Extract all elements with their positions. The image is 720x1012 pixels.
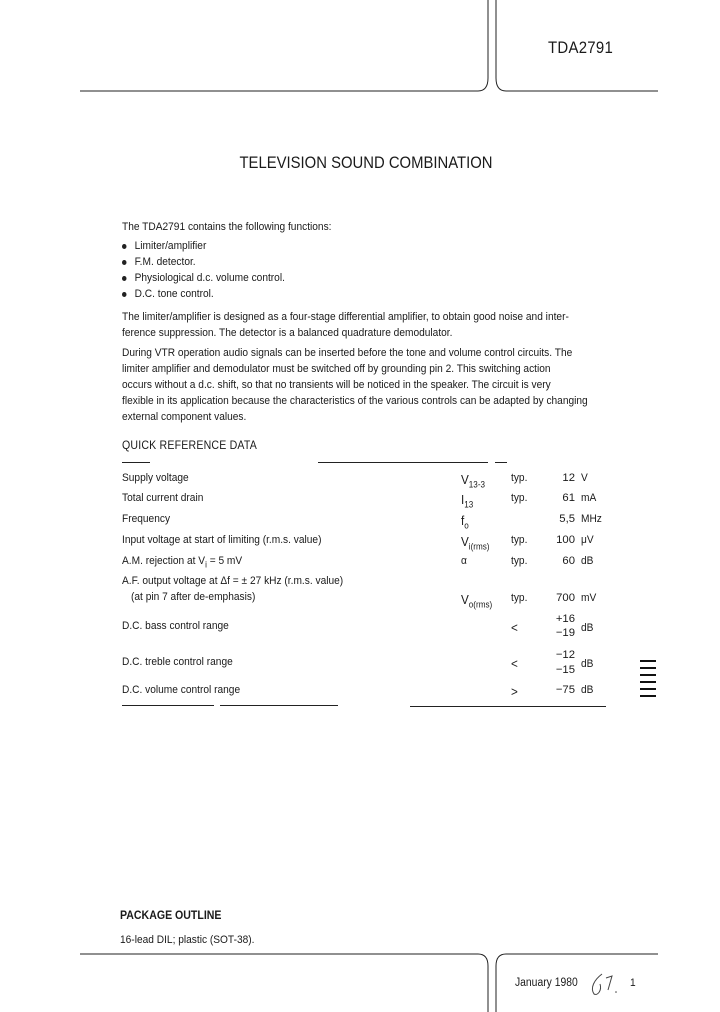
revision-marks <box>640 660 656 702</box>
table-row-unit: MHz <box>581 513 602 525</box>
paragraph-2: During VTR operation audio signals can be inserted before the tone and volume control circuits. The limiter amplifier and demodulator must be switched off by grounding pin 2. This switching action occurs without a d.c. shift, so that no transients will be noticed in the speaker. The circuit is very flexible in its application because the characteristics of the various controls can be adapted by changing external component values. <box>122 347 588 423</box>
table-row-cond: > <box>511 684 518 699</box>
table-row-cond: typ. <box>511 592 528 604</box>
divider <box>318 462 488 463</box>
table-row-symbol: $V_{i(rms)}$ <box>461 534 490 552</box>
table-row-symbol: $f_o$ <box>461 513 469 531</box>
table-row-symbol: $V_{o(rms)}$ <box>461 592 493 610</box>
divider <box>220 705 338 706</box>
table-row-param: A.M. rejection at $V_i = 5$ mV <box>122 555 243 570</box>
list-item: Limiter/amplifier <box>122 238 285 254</box>
table-row-param: Total current drain <box>122 492 204 504</box>
table-row-param-note: (at pin 7 after de-emphasis) <box>131 591 256 603</box>
table-row-unit: dB <box>581 658 594 670</box>
table-row-value: 100 <box>556 534 575 546</box>
table-row-cond: typ. <box>511 534 528 546</box>
table-row-cond: typ. <box>511 492 528 504</box>
footer-date: January 1980 <box>515 977 578 989</box>
handwritten-mark <box>588 970 624 998</box>
list-item: D.C. tone control. <box>122 286 285 302</box>
table-row-value: 700 <box>556 592 575 604</box>
divider <box>495 462 507 463</box>
table-row-value: −75 <box>555 684 575 696</box>
table-row-unit: dB <box>581 555 594 567</box>
divider <box>410 706 606 707</box>
list-item: F.M. detector. <box>122 254 285 270</box>
divider <box>122 462 150 463</box>
section-heading-package-outline: PACKAGE OUTLINE <box>120 910 222 922</box>
table-row-value: 5,5 <box>559 513 575 525</box>
intro-text: The TDA2791 contains the following functions: <box>122 221 332 233</box>
table-row-value-top: −12 <box>555 649 575 661</box>
bullet-icon <box>122 260 127 265</box>
table-row-cond: < <box>511 656 518 671</box>
table-row-unit: mA <box>581 492 597 504</box>
table-row-cond: < <box>511 620 518 635</box>
table-row-cond: typ. <box>511 472 528 484</box>
table-row-value: 12 <box>562 472 575 484</box>
divider <box>122 705 214 706</box>
table-row-param: Frequency <box>122 513 171 525</box>
list-item: Physiological d.c. volume control. <box>122 270 285 286</box>
table-row-param: D.C. treble control range <box>122 656 233 668</box>
table-row-unit: dB <box>581 622 594 634</box>
table-row-unit: μV <box>581 534 594 546</box>
table-row-value-top: +16 <box>555 613 575 625</box>
table-row-value-bottom: −19 <box>555 627 575 639</box>
table-row-param: A.F. output voltage at Δf = ± 27 kHz (r.m.s. value) <box>122 575 344 587</box>
table-row-symbol: α <box>461 555 467 567</box>
table-row-symbol: $V_{13-3}$ <box>461 472 486 490</box>
table-row-symbol: $I_{13}$ <box>461 492 474 510</box>
bullet-icon <box>122 292 127 297</box>
table-row-value: 60 <box>562 555 575 567</box>
page-title: TELEVISION SOUND COMBINATION <box>239 154 493 172</box>
package-text: 16-lead DIL; plastic (SOT-38). <box>120 934 255 946</box>
table-row-param: D.C. volume control range <box>122 684 241 696</box>
table-row-unit: mV <box>581 592 597 604</box>
paragraph-1: The limiter/amplifier is designed as a four-stage differential amplifier, to obtain good noise and inter- ference suppression. The detector is a balanced quadrature demodulator. <box>122 311 569 339</box>
page-number: 1 <box>630 977 636 989</box>
table-row-unit: dB <box>581 684 594 696</box>
bullet-icon <box>122 276 127 281</box>
table-row-cond: typ. <box>511 555 528 567</box>
table-row-value: 61 <box>562 492 575 504</box>
bullet-icon <box>122 244 127 249</box>
function-list <box>122 238 285 302</box>
table-row-param: Supply voltage <box>122 472 189 484</box>
section-heading-quick-reference: QUICK REFERENCE DATA <box>122 440 257 452</box>
table-row-param: Input voltage at start of limiting (r.m.s. value) <box>122 534 322 546</box>
table-row-param: D.C. bass control range <box>122 620 229 632</box>
table-row-unit: V <box>581 472 588 484</box>
part-number: TDA2791 <box>548 38 614 57</box>
table-row-value-bottom: −15 <box>555 664 575 676</box>
